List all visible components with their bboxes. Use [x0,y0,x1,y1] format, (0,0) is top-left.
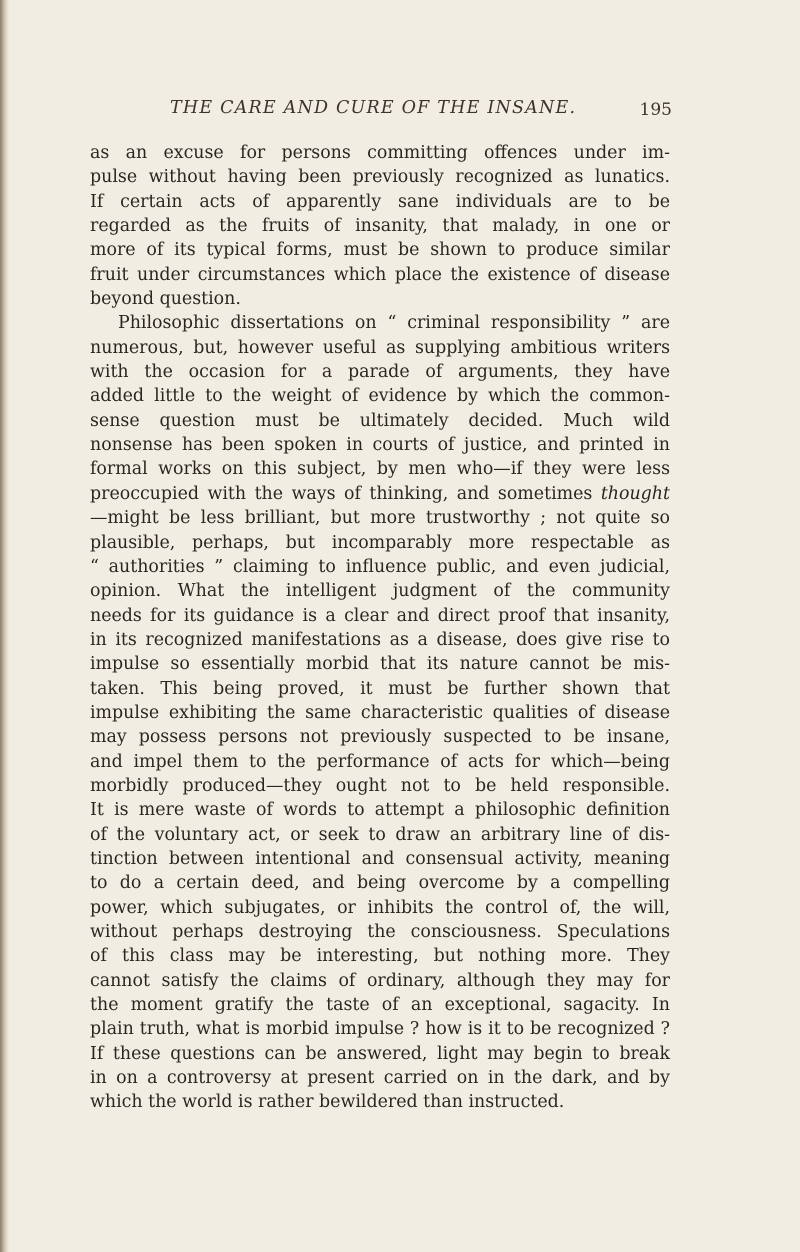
text-line: as an excuse for persons committing offences under im- [90,143,670,163]
text-line: “ authorities ” claiming to influence public, and even judicial, [90,556,670,577]
text-line-with-italic [90,482,670,506]
text-line: of the voluntary act, or seek to draw an arbitrary line of dis- [90,824,670,845]
text-line: If these questions can be answered, light may begin to break [90,1043,670,1064]
paragraph-start-line: Philosophic dissertations on “ criminal responsibility ” are [118,313,670,334]
text-line: the moment gratify the taste of an exceptional, sagacity. In [90,995,670,1016]
text-line: in its recognized manifestations as a disease, does give rise to [90,629,670,650]
text-line: If certain acts of apparently sane individuals are to be [90,191,670,212]
text-line: morbidly produced—they ought not to be held responsible. [90,775,670,796]
text-line: added little to the weight of evidence by which the common- [90,386,670,407]
text-line: of this class may be interesting, but nothing more. They [90,946,670,967]
page-header [90,98,682,126]
text-line: beyond question. [90,289,241,310]
text-line: impulse so essentially morbid that its nature cannot be mis- [90,654,670,675]
text-line: impulse exhibiting the same characteristic qualities of disease [90,702,670,723]
text-line: It is mere waste of words to attempt a philosophic definition [90,800,670,821]
text-line: formal works on this subject, by men who—if they were less [90,459,670,480]
text-line: regarded as the fruits of insanity, that malady, in one or [90,216,670,237]
text-line: sense question must be ultimately decided. Much wild [90,410,670,431]
italic-word: thought [600,483,670,504]
text-line: plain truth, what is morbid impulse ? how is it to be recognized ? [90,1019,670,1040]
text-line: needs for its guidance is a clear and direct proof that insanity, [90,605,670,626]
text-line: power, which subjugates, or inhibits the control of, the will, [90,897,670,918]
text-line: —might be less brilliant, but more trustworthy ; not quite so [90,508,670,529]
running-title: THE CARE AND CURE OF THE INSANE. [170,98,577,118]
body-text [90,141,670,1115]
text-line: which the world is rather bewildered than instructed. [90,1092,565,1113]
page-number: 195 [639,100,672,120]
text-line: with the occasion for a parade of arguments, they have [90,362,670,383]
page-binding-edge [0,0,9,1252]
text-line: opinion. What the intelligent judgment of the community [90,581,670,602]
text-line: in on a controversy at present carried on in the dark, and by [90,1068,670,1089]
text-line: more of its typical forms, must be shown to produce similar [90,240,670,261]
text-line: cannot satisfy the claims of ordinary, although they may for [90,970,670,991]
text-line: to do a certain deed, and being overcome by a compelling [90,873,670,894]
line-text: preoccupied with the ways of thinking, and sometimes [90,483,601,504]
text-line: tinction between intentional and consensual activity, meaning [90,848,670,869]
text-line: pulse without having been previously recognized as lunatics. [90,167,670,188]
text-line: and impel them to the performance of acts for which—being [90,751,670,772]
text-line: without perhaps destroying the consciousness. Speculations [90,922,670,942]
text-line: plausible, perhaps, but incomparably more respectable as [90,532,670,553]
text-line: fruit under circumstances which place the existence of disease [90,264,670,285]
text-line: may possess persons not previously suspected to be insane, [90,727,670,748]
text-line: nonsense has been spoken in courts of justice, and printed in [90,435,670,456]
text-line: numerous, but, however useful as supplying ambitious writers [90,337,670,358]
text-line: taken. This being proved, it must be further shown that [90,678,670,699]
